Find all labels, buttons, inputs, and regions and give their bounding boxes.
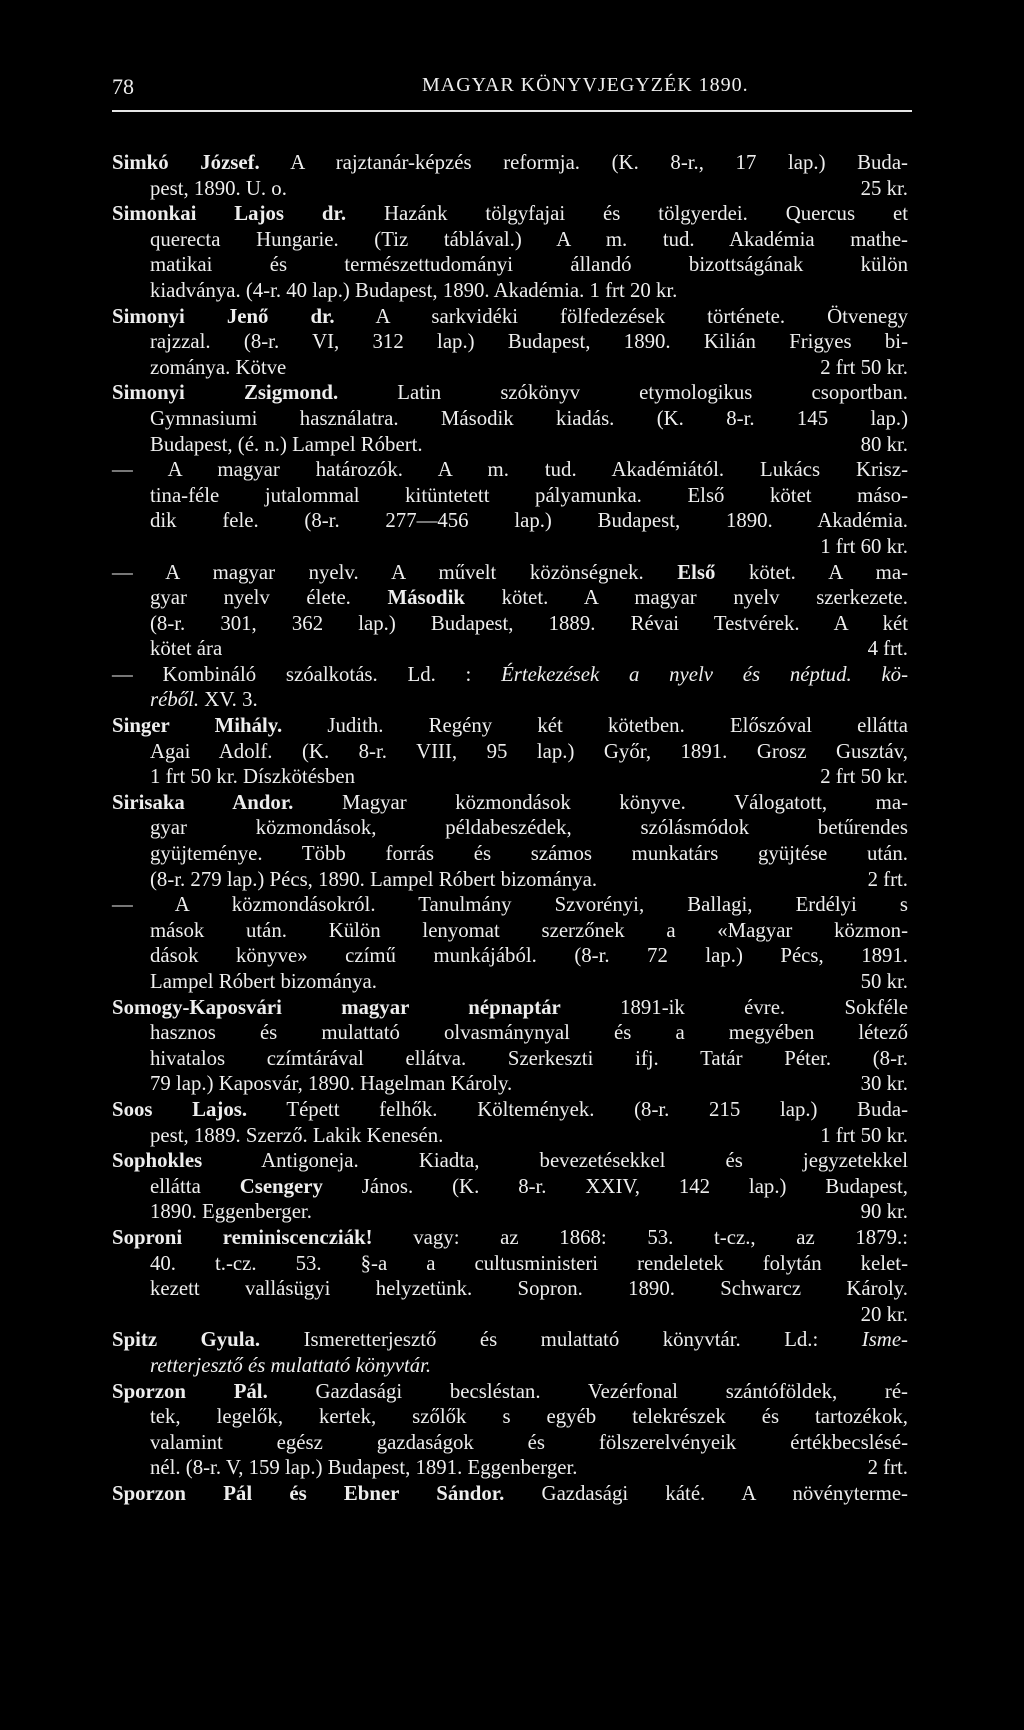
entry-text: kötet. A ma- xyxy=(715,560,909,584)
entry-author: Sporzon Pál. xyxy=(112,1379,268,1403)
entry-reference: Isme- xyxy=(861,1328,908,1352)
entry-line xyxy=(112,943,908,969)
entry-author: Csengery xyxy=(239,1174,323,1198)
entry-text: kötet. A magyar nyelv szerkezete. xyxy=(464,586,908,610)
entry-line xyxy=(112,1097,908,1123)
entry-text: tina-féle jutalommal kitüntetett pályamunka. Első kötet máso- xyxy=(150,483,908,507)
entry-line xyxy=(112,1481,908,1507)
entry-line xyxy=(112,739,908,765)
entry-line xyxy=(112,457,908,483)
running-header xyxy=(112,74,912,104)
entry-line xyxy=(112,150,908,176)
entry-line xyxy=(112,611,908,637)
entry-line xyxy=(112,1071,908,1097)
entry-reference: retterjesztő és mulattató könyvtár. xyxy=(150,1353,432,1377)
entry-text: 79 lap.) Kaposvár, 1890. Hagelman Károly. xyxy=(150,1072,513,1096)
entry-price: 2 frt. xyxy=(867,1456,908,1480)
entry-line xyxy=(112,227,908,253)
entry-line xyxy=(112,1251,908,1277)
entry-line xyxy=(112,764,908,790)
entry-text: 1891-ik évre. Sokféle xyxy=(560,995,909,1019)
entry-line xyxy=(112,1174,908,1200)
entry-author: Soproni reminiscencziák! xyxy=(112,1225,373,1249)
entry-line xyxy=(112,636,908,662)
entry-text: gyüjteménye. Több forrás és számos munkatárs gyüjtése után. xyxy=(150,842,908,866)
entry-author: Sophokles xyxy=(112,1149,203,1173)
entry-text: vagy: az 1868: 53. t-cz., az 1879.: xyxy=(372,1225,908,1249)
entry-line xyxy=(112,483,908,509)
entry-author: Simonyi Jenő dr. xyxy=(112,304,335,328)
entry-line xyxy=(112,176,908,202)
entry-text: 1 frt 50 kr. Díszkötésben xyxy=(150,765,356,789)
entry-line xyxy=(112,1276,908,1302)
entry-price: 25 kr. xyxy=(860,176,908,200)
entry-text: hasznos és mulattató olvasmánynyal és a megyében létező xyxy=(150,1021,908,1045)
entry-line xyxy=(112,1302,908,1328)
entry-text: gyar nyelv élete. xyxy=(150,586,388,610)
entry-text: (8-r. 279 lap.) Pécs, 1890. Lampel Róbert bizománya. xyxy=(150,867,598,891)
entry-line xyxy=(112,815,908,841)
entry-text: Ismeretterjesztő és mulattató könyvtár. Ld.: xyxy=(260,1328,862,1352)
entry-text: Gymnasiumi használatra. Második kiadás. (K. 8-r. 145 lap.) xyxy=(150,406,908,430)
entry-line xyxy=(112,355,908,381)
entry-text: A sarkvidéki fölfedezések története. Ötvenegy xyxy=(334,304,908,328)
entry-text: hivatalos czímtárával ellátva. Szerkeszti ifj. Tatár Péter. (8-r. xyxy=(150,1046,908,1070)
entry-text: rajzzal. (8-r. VI, 312 lap.) Budapest, 1890. Kilián Frigyes bi- xyxy=(150,330,908,354)
running-title: MAGYAR KÖNYVJEGYZÉK 1890. xyxy=(422,74,749,96)
entry-reference: réből. xyxy=(150,688,200,712)
entry-author: Második xyxy=(387,586,465,610)
entry-line xyxy=(112,1430,908,1456)
entry-line xyxy=(112,1327,908,1353)
entry-text: dások könyve» czímű munkájából. (8-r. 72 lap.) Pécs, 1891. xyxy=(150,944,908,968)
entry-price: 1 frt 50 kr. xyxy=(820,1123,908,1147)
entry-text: Antigoneja. Kiadta, bevezetésekkel és jegyzetekkel xyxy=(202,1149,908,1173)
entry-text: — A közmondásokról. Tanulmány Szvorényi, Ballagi, Erdélyi s xyxy=(112,893,908,917)
entry-text: pest, 1889. Szerző. Lakik Kenesén. xyxy=(150,1123,444,1147)
entry-line xyxy=(112,252,908,278)
entry-author: Első xyxy=(677,560,716,584)
entry-text: — A magyar nyelv. A művelt közönségnek. xyxy=(112,560,678,584)
entry-author: Spitz Gyula. xyxy=(112,1328,261,1352)
entry-author: Somogy-Kaposvári magyar népnaptár xyxy=(112,995,561,1019)
entry-text: ellátta xyxy=(150,1174,240,1198)
entry-line xyxy=(112,918,908,944)
entry-line xyxy=(112,790,908,816)
entry-text: Judith. Regény két kötetben. Előszóval ellátta xyxy=(282,714,908,738)
entry-text: tek, legelők, kertek, szőlők s egyéb telekrészek és tartozékok, xyxy=(150,1405,908,1429)
entry-line xyxy=(112,380,908,406)
entry-author: Soos Lajos. xyxy=(112,1097,248,1121)
header-rule xyxy=(112,110,912,112)
entry-line xyxy=(112,867,908,893)
entry-text: XV. 3. xyxy=(199,688,258,712)
entry-line xyxy=(112,1455,908,1481)
entry-line xyxy=(112,713,908,739)
entry-line xyxy=(112,1020,908,1046)
entry-text: kötet ára xyxy=(150,637,223,661)
entry-price: 80 kr. xyxy=(860,432,908,456)
entry-text: nél. (8-r. V, 159 lap.) Budapest, 1891. Eggenberger. xyxy=(150,1456,578,1480)
entry-text: Magyar közmondások könyve. Válogatott, ma- xyxy=(293,790,909,814)
entry-line xyxy=(112,1379,908,1405)
bibliography-entries xyxy=(112,150,908,1506)
entry-text: János. (K. 8-r. XXIV, 142 lap.) Budapest, xyxy=(322,1174,908,1198)
entry-line xyxy=(112,1225,908,1251)
entry-line xyxy=(112,406,908,432)
entry-line xyxy=(112,1404,908,1430)
page-number: 78 xyxy=(112,74,134,99)
entry-text: zománya. Kötve xyxy=(150,355,287,379)
entry-text: mások után. Külön lenyomat szerzőnek a «Magyar közmon- xyxy=(150,918,908,942)
entry-text: A rajztanár-képzés reformja. (K. 8-r., 17 lap.) Buda- xyxy=(259,151,908,174)
entry-line xyxy=(112,585,908,611)
entry-text: Latin szókönyv etymologikus csoportban. xyxy=(338,381,908,405)
entry-text: valamint egész gazdaságok és fölszerelvényeik értékbecslésé- xyxy=(150,1430,908,1454)
entry-line xyxy=(112,969,908,995)
entry-author: Simonkai Lajos dr. xyxy=(112,202,347,226)
entry-text: 20 kr. xyxy=(860,1302,908,1326)
entry-text: 1 frt 60 kr. xyxy=(820,534,908,558)
entry-line xyxy=(112,278,908,304)
entry-text: Hazánk tölgyfajai és tölgyerdei. Quercus et xyxy=(346,202,908,226)
entry-price: 30 kr. xyxy=(860,1072,908,1096)
entry-text: Agai Adolf. (K. 8-r. VIII, 95 lap.) Győr, 1891. Grosz Gusztáv, xyxy=(150,739,908,763)
entry-line xyxy=(112,995,908,1021)
entry-text: Budapest, (é. n.) Lampel Róbert. xyxy=(150,432,423,456)
entry-line xyxy=(112,534,908,560)
entry-text: Gazdasági káté. A növényterme- xyxy=(504,1481,908,1505)
entry-line xyxy=(112,1046,908,1072)
entry-line xyxy=(112,687,908,713)
entry-price: 50 kr. xyxy=(860,970,908,993)
entry-line xyxy=(112,662,908,688)
entry-line xyxy=(112,560,908,586)
entry-text: Lampel Róbert bizománya. xyxy=(150,970,377,993)
entry-text: — A magyar határozók. A m. tud. Akadémiától. Lukács Krisz- xyxy=(112,458,908,482)
entry-text: querecta Hungarie. (Tiz táblával.) A m. tud. Akadémia mathe- xyxy=(150,227,908,251)
entry-text: kiadványa. (4-r. 40 lap.) Budapest, 1890. Akadémia. 1 frt 20 kr. xyxy=(150,278,678,302)
entry-text: Tépett felhők. Költemények. (8-r. 215 lap.) Buda- xyxy=(247,1097,909,1121)
entry-text: 40. t.-cz. 53. §-a a cultusministeri rendeletek folytán kelet- xyxy=(150,1251,908,1275)
entry-text: 1890. Eggenberger. xyxy=(150,1200,312,1224)
entry-text: Gazdasági becsléstan. Vezérfonal szántóföldek, ré- xyxy=(267,1379,908,1403)
entry-line xyxy=(112,1199,908,1225)
entry-author: Sporzon Pál és Ebner Sándor. xyxy=(112,1481,505,1505)
entry-price: 2 frt 50 kr. xyxy=(820,765,908,789)
entry-line xyxy=(112,201,908,227)
entry-author: Simkó József. xyxy=(112,151,260,174)
entry-line xyxy=(112,432,908,458)
entry-reference: Értekezések a nyelv és néptud. kö- xyxy=(501,662,908,686)
entry-line xyxy=(112,508,908,534)
entry-price: 2 frt. xyxy=(867,867,908,891)
entry-line xyxy=(112,1123,908,1149)
entry-author: Singer Mihály. xyxy=(112,714,283,738)
entry-text: dik fele. (8-r. 277—456 lap.) Budapest, 1890. Akadémia. xyxy=(150,509,908,533)
entry-line xyxy=(112,329,908,355)
entry-price: 2 frt 50 kr. xyxy=(820,355,908,379)
entry-text: gyar közmondások, példabeszédek, szólásmódok betűrendes xyxy=(150,816,908,840)
entry-text: (8-r. 301, 362 lap.) Budapest, 1889. Révai Testvérek. A két xyxy=(150,611,908,635)
entry-price: 4 frt. xyxy=(867,637,908,661)
entry-text: matikai és természettudományi állandó bizottságának külön xyxy=(150,253,908,277)
entry-author: Sirisaka Andor. xyxy=(112,790,294,814)
entry-line xyxy=(112,304,908,330)
entry-line xyxy=(112,892,908,918)
entry-text: pest, 1890. U. o. xyxy=(150,176,287,200)
entry-author: Simonyi Zsigmond. xyxy=(112,381,339,405)
entry-text: — Kombináló szóalkotás. Ld. : xyxy=(112,662,502,686)
entry-line xyxy=(112,841,908,867)
entry-line xyxy=(112,1353,908,1379)
entry-text: kezett vallásügyi helyzetünk. Sopron. 1890. Schwarcz Károly. xyxy=(150,1277,908,1301)
entry-line xyxy=(112,1148,908,1174)
entry-price: 90 kr. xyxy=(860,1200,908,1224)
